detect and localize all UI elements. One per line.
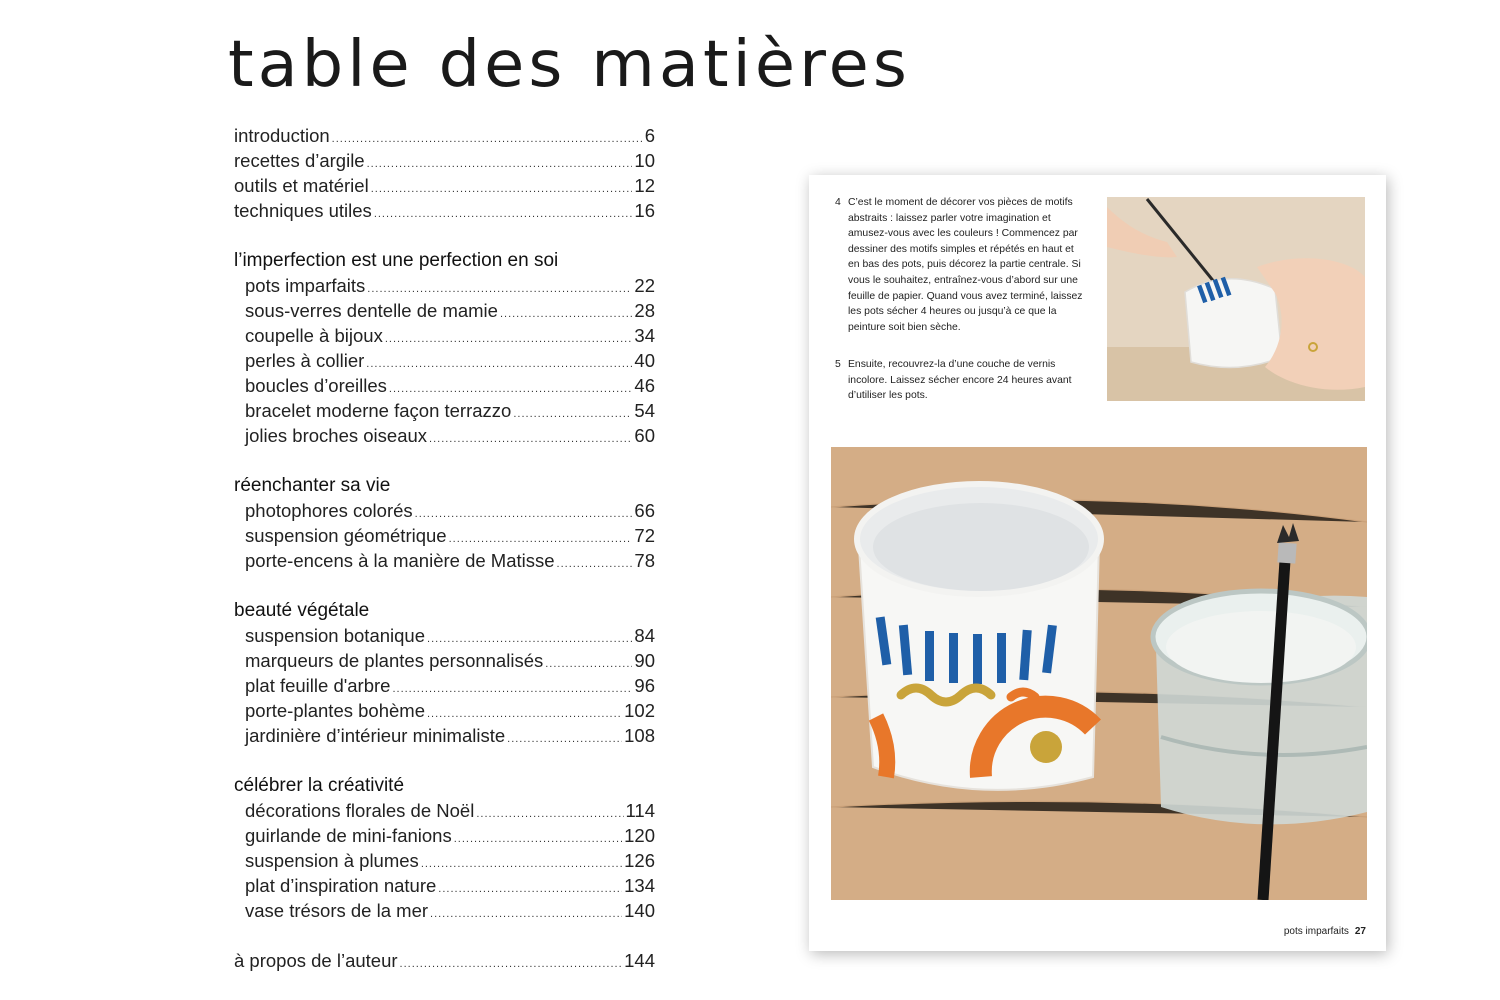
toc-entry[interactable]	[234, 848, 655, 873]
toc-entry[interactable]	[234, 423, 655, 448]
toc-entry[interactable]	[234, 348, 655, 373]
toc-entry-label: techniques utiles	[234, 200, 372, 221]
toc-entry[interactable]	[234, 823, 655, 848]
toc-entry[interactable]	[234, 398, 655, 423]
photo-painted-pot-and-varnish	[831, 447, 1367, 900]
toc-entry-label: suspension géométrique	[245, 525, 447, 546]
hands-painting-illustration	[1107, 197, 1365, 401]
toc-entry-page: 84	[634, 625, 655, 646]
toc-entry-label: plat d’inspiration nature	[245, 875, 437, 896]
toc-entry[interactable]	[234, 148, 655, 173]
step-text: Ensuite, recouvrez-la d’une couche de vernis incolore. Laissez sécher encore 24 heures avant d’utiliser les pots.	[848, 359, 1072, 402]
toc-entry-page: 46	[634, 375, 655, 396]
toc-entry-page: 90	[634, 650, 655, 671]
leader-dots	[392, 677, 632, 702]
step-number: 5	[835, 359, 841, 370]
toc-entry[interactable]	[234, 298, 655, 323]
toc-entry[interactable]	[234, 498, 655, 523]
toc-entry-page: 78	[634, 550, 655, 571]
toc-entry[interactable]	[234, 723, 655, 748]
toc-entry-page: 54	[634, 400, 655, 421]
toc-entry-page: 40	[634, 350, 655, 371]
leader-dots	[476, 802, 623, 827]
toc-section-heading[interactable]: célébrer la créativité	[234, 775, 405, 796]
toc-entry-page: 12	[634, 175, 655, 196]
toc-section-heading[interactable]: réenchanter sa vie	[234, 475, 391, 496]
toc-entry-label: bracelet moderne façon terrazzo	[245, 400, 512, 421]
toc-entry-page: 6	[644, 125, 655, 146]
leader-dots	[385, 327, 633, 352]
toc-entry-page: 60	[634, 425, 655, 446]
leader-dots	[367, 152, 633, 177]
photo-hands-painting-pot	[1107, 197, 1365, 401]
varnish-jar	[1153, 591, 1367, 824]
toc-entry-label: jardinière d’intérieur minimaliste	[245, 725, 506, 746]
step-number: 4	[835, 197, 841, 208]
toc-entry-label: suspension botanique	[245, 625, 426, 646]
toc-section-heading[interactable]: beauté végétale	[234, 600, 370, 621]
toc-entry-label: porte-encens à la manière de Matisse	[245, 550, 555, 571]
leader-dots	[513, 402, 632, 427]
toc-entry[interactable]	[234, 273, 655, 298]
toc-entry-label: vase trésors de la mer	[245, 900, 429, 921]
toc-entry-label: guirlande de mini-fanions	[245, 825, 452, 846]
footer-page-number: 27	[1354, 926, 1366, 937]
leader-dots	[371, 177, 633, 202]
toc-entry[interactable]	[234, 548, 655, 573]
toc-entry-page: 34	[634, 325, 655, 346]
toc-entry[interactable]	[234, 523, 655, 548]
toc-entry-page: 108	[624, 725, 655, 746]
step-text: C’est le moment de décorer vos pièces de motifs abstraits : laissez parler votre imagination et amusez-vous avec les couleurs ! Commencez par dessiner des motifs simples et répétés en haut et en bas des pots, puis décorez la partie centrale. Si vous le souhaitez, entraînez-vous d’abord sur une feuille de papier. Quand vous avez terminé, laissez les pots sécher 4 heures ou jusqu’à ce que la peinture soit bien sèche.	[848, 197, 1083, 333]
toc-entry-page: 16	[634, 200, 655, 221]
toc-entry-label: pots imparfaits	[245, 275, 366, 296]
toc-entry-label: marqueurs de plantes personnalisés	[245, 650, 544, 671]
toc-entry-page: 28	[634, 300, 655, 321]
toc-entry-page: 114	[625, 800, 655, 821]
toc-entry[interactable]	[234, 623, 655, 648]
toc-entry-label: suspension à plumes	[245, 850, 419, 871]
toc-entry[interactable]	[234, 198, 655, 223]
toc-entry-page: 22	[634, 275, 655, 296]
toc-entry-page: 126	[624, 850, 655, 871]
toc-entry-page: 144	[624, 950, 655, 971]
toc-entry-page: 120	[624, 825, 655, 846]
page-footer	[1284, 926, 1366, 937]
toc-title: table des matières	[228, 28, 911, 102]
toc-entry-page: 66	[634, 500, 655, 521]
toc-entry[interactable]	[234, 698, 655, 723]
toc-entry-page: 102	[624, 700, 655, 721]
leader-dots	[557, 552, 633, 577]
toc-entry-label: coupelle à bijoux	[245, 325, 383, 346]
toc-entry-label: porte-plantes bohème	[245, 700, 425, 721]
toc-entry-label: plat feuille d'arbre	[245, 675, 391, 696]
leader-dots	[454, 827, 622, 852]
toc-entry-label: recettes d’argile	[234, 150, 365, 171]
leader-dots	[366, 352, 632, 377]
toc-entry-label: outils et matériel	[234, 175, 369, 196]
toc-entry-page: 72	[634, 525, 655, 546]
toc-entry-label: boucles d’oreilles	[245, 375, 387, 396]
toc-entry-label: jolies broches oiseaux	[245, 425, 428, 446]
painted-clay-pot	[857, 484, 1101, 790]
pot-and-varnish-illustration	[831, 447, 1367, 900]
toc-entry-label: photophores colorés	[245, 500, 413, 521]
toc-entry-page: 10	[634, 150, 655, 171]
toc-entry-page: 140	[624, 900, 655, 921]
leader-dots	[332, 127, 643, 152]
leader-dots	[438, 877, 622, 902]
toc-entry[interactable]	[234, 673, 655, 698]
footer-section-label: pots imparfaits	[1283, 926, 1349, 937]
book-page-preview	[809, 175, 1386, 951]
toc-entry[interactable]	[234, 323, 655, 348]
toc-section-heading[interactable]: l’imperfection est une perfection en soi	[234, 250, 559, 271]
toc-entry[interactable]	[234, 873, 655, 898]
instruction-step	[835, 195, 1087, 335]
toc-entry[interactable]	[234, 898, 655, 923]
leader-dots	[421, 852, 622, 877]
toc-entry-label: à propos de l’auteur	[234, 950, 398, 971]
leader-dots	[430, 902, 622, 927]
table-of-contents	[234, 123, 655, 973]
toc-entry-label: perles à collier	[245, 350, 365, 371]
toc-entry[interactable]	[234, 798, 655, 823]
leader-dots	[507, 727, 622, 752]
leader-dots	[500, 302, 632, 327]
leader-dots	[400, 952, 623, 977]
leader-dots	[415, 502, 633, 527]
toc-entry[interactable]	[234, 373, 655, 398]
toc-entry[interactable]	[234, 948, 655, 973]
toc-entry-label: sous-verres dentelle de mamie	[245, 300, 498, 321]
leader-dots	[374, 202, 633, 227]
toc-entry[interactable]	[234, 173, 655, 198]
instruction-step	[835, 357, 1087, 404]
toc-entry-page: 134	[624, 875, 655, 896]
toc-entry-label: décorations florales de Noël	[245, 800, 475, 821]
toc-entry-label: introduction	[234, 125, 330, 146]
toc-entry[interactable]	[234, 648, 655, 673]
leader-dots	[429, 427, 632, 452]
toc-entry[interactable]	[234, 123, 655, 148]
toc-entry-page: 96	[634, 675, 655, 696]
leader-dots	[545, 652, 632, 677]
